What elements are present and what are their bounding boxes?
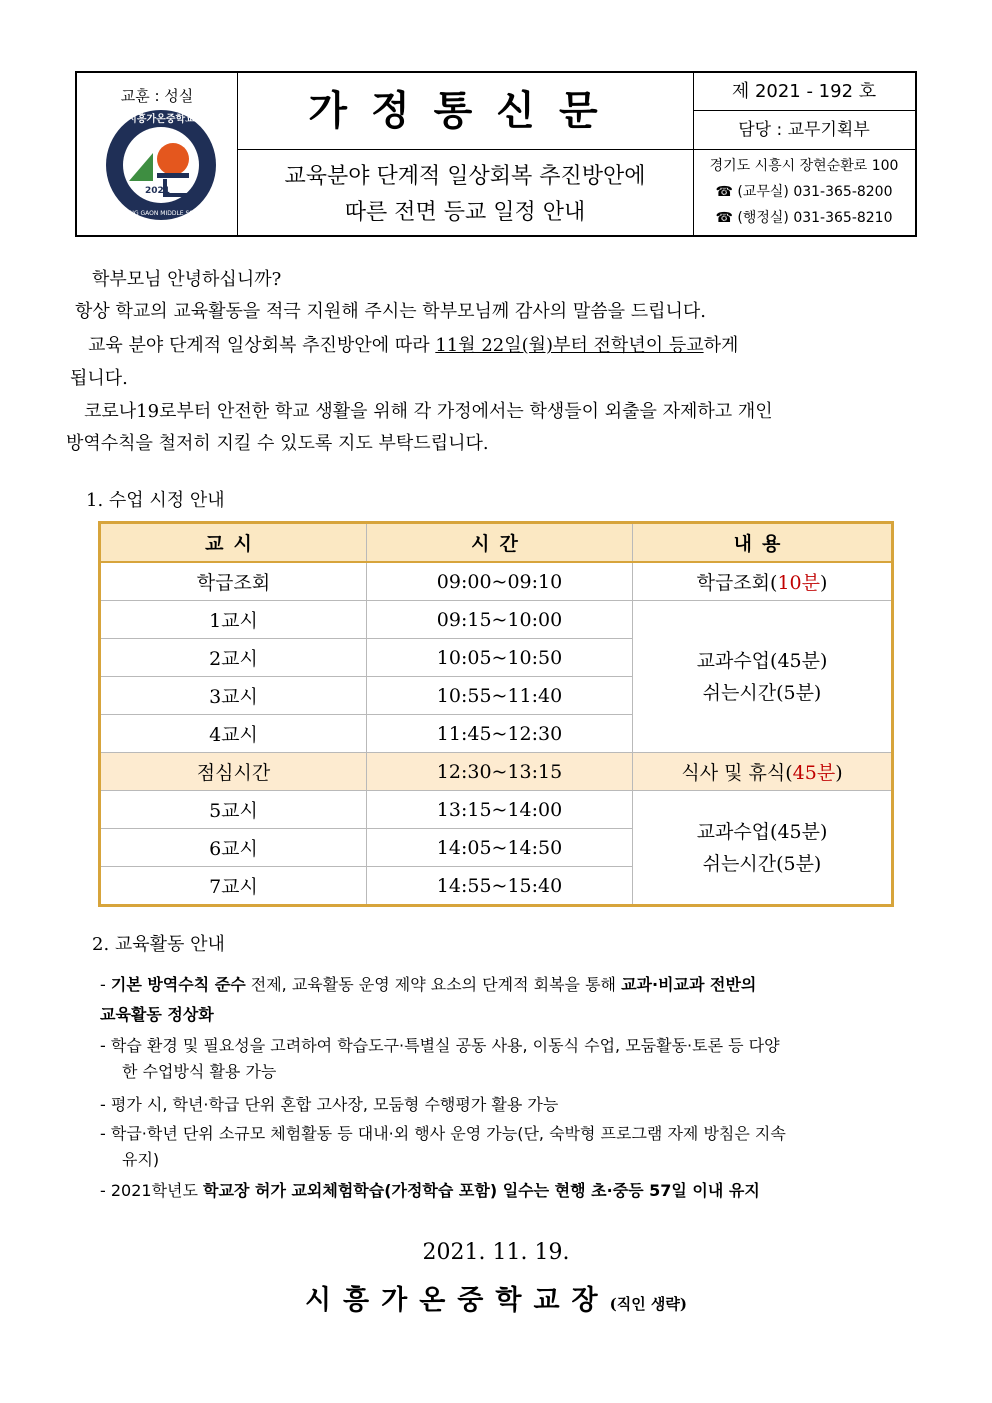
subject-line-1: 교육분야 단계적 일상회복 추진방안에 xyxy=(284,164,646,189)
period-cell: 3교시 xyxy=(100,677,367,715)
info-column xyxy=(693,73,915,235)
school-logo-icon xyxy=(105,109,217,221)
notice-line: 교육 분야 단계적 일상회복 추진방안에 따라 11월 22일(월)부터 전학년이 등교하게 xyxy=(88,335,739,356)
table-header-row xyxy=(100,523,893,563)
greeting: 학부모님 안녕하십니까? xyxy=(92,269,282,290)
class-note-am: 교과수업(45분) 쉬는시간(5분) xyxy=(633,601,893,753)
bullet-5: - 2021학년도 학교장 허가 교외체험학습(가정학습 포함) 일수는 현행 초·중등 57일 이내 유지 xyxy=(100,1181,760,1200)
logo-ring-text-en: SIHEUNG GAON MIDDLE SCHOOL xyxy=(111,210,211,217)
time-cell: 09:15~10:00 xyxy=(367,601,633,639)
time-cell: 10:05~10:50 xyxy=(367,639,633,677)
time-cell: 10:55~11:40 xyxy=(367,677,633,715)
period-cell: 5교시 xyxy=(100,791,367,829)
class-schedule-table xyxy=(98,521,894,907)
bullet-3: - 평가 시, 학년·학급 단위 혼합 고사장, 모둠형 수행평가 활용 가능 xyxy=(100,1095,559,1114)
class-note-pm: 교과수업(45분) 쉬는시간(5분) xyxy=(633,791,893,906)
logo-column xyxy=(77,73,238,235)
period-cell: 점심시간 xyxy=(100,753,367,791)
section-2-title: 2. 교육활동 안내 xyxy=(92,934,225,955)
time-cell: 12:30~13:15 xyxy=(367,753,633,791)
full-attendance-date: 11월 22일(월)부터 전학년이 등교 xyxy=(435,335,704,356)
thanks-line: 항상 학교의 교육활동을 적극 지원해 주시는 학부모님께 감사의 말씀을 드립니다. xyxy=(75,301,707,322)
newsletter-header xyxy=(75,71,917,237)
issue-number: 제 2021 - 192 호 xyxy=(693,73,915,111)
header-time: 시간 xyxy=(367,523,633,563)
notice-line-cont: 됩니다. xyxy=(70,368,128,389)
period-cell: 4교시 xyxy=(100,715,367,753)
school-address: 경기도 시흥시 장현순환로 100 xyxy=(709,158,899,174)
period-cell: 1교시 xyxy=(100,601,367,639)
contact-info xyxy=(693,153,915,231)
table-row-lunch xyxy=(100,753,893,791)
subject-line-2: 따른 전면 등교 일정 안내 xyxy=(344,200,586,225)
quarantine-line-1: 코로나19로부터 안전한 학교 생활을 위해 각 가정에서는 학생들이 외출을 자제하고 개인 xyxy=(84,401,773,422)
time-cell: 13:15~14:00 xyxy=(367,791,633,829)
principal-signature: 시흥가온중학교장(직인 생략) xyxy=(304,1285,688,1316)
issue-date: 2021. 11. 19. xyxy=(422,1240,570,1265)
table-row xyxy=(100,601,893,639)
logo-ring-text: 시흥가온중학교 xyxy=(127,114,195,125)
time-cell: 14:05~14:50 xyxy=(367,829,633,867)
period-cell: 학급조회 xyxy=(100,562,367,601)
section-1-title: 1. 수업 시정 안내 xyxy=(86,490,225,511)
phone-office: ☎ (교무실) 031-365-8200 xyxy=(715,184,893,200)
document-subject xyxy=(237,149,693,231)
table-row xyxy=(100,791,893,829)
period-cell: 2교시 xyxy=(100,639,367,677)
header-content: 내용 xyxy=(633,523,893,563)
header-period: 교시 xyxy=(100,523,367,563)
school-motto: 교훈 : 성실 xyxy=(120,87,194,105)
time-cell: 11:45~12:30 xyxy=(367,715,633,753)
phone-admin: ☎ (행정실) 031-365-8210 xyxy=(715,210,893,226)
period-cell: 6교시 xyxy=(100,829,367,867)
department-in-charge: 담당 : 교무기획부 xyxy=(693,111,915,150)
time-cell: 09:00~09:10 xyxy=(367,562,633,601)
lunch-note: 식사 및 휴식(45분) xyxy=(633,753,893,791)
document-title: 가정통신문 xyxy=(237,73,693,150)
bullet-2: - 학습 환경 및 필요성을 고려하여 학습도구·특별실 공동 사용, 이동식 수업, 모둠활동·토론 등 다양 한 수업방식 활용 가능 xyxy=(100,1036,780,1081)
period-cell: 7교시 xyxy=(100,867,367,906)
time-cell: 14:55~15:40 xyxy=(367,867,633,906)
seal-omitted-note: (직인 생략) xyxy=(609,1295,688,1313)
logo-year: 2021 xyxy=(145,186,171,196)
title-column xyxy=(237,73,694,235)
bullet-1: - 기본 방역수칙 준수 전제, 교육활동 운영 제약 요소의 단계적 회복을 통해 교과·비교과 전반의 교육활동 정상화 xyxy=(100,975,757,1024)
quarantine-line-2: 방역수칙을 철저히 지킬 수 있도록 지도 부탁드립니다. xyxy=(66,433,489,454)
table-row xyxy=(100,562,893,601)
homeroom-note: 학급조회(10분) xyxy=(633,562,893,601)
bullet-4: - 학급·학년 단위 소규모 체험활동 등 대내·외 행사 운영 가능(단, 숙박형 프로그램 자제 방침은 지속 유지) xyxy=(100,1124,786,1169)
